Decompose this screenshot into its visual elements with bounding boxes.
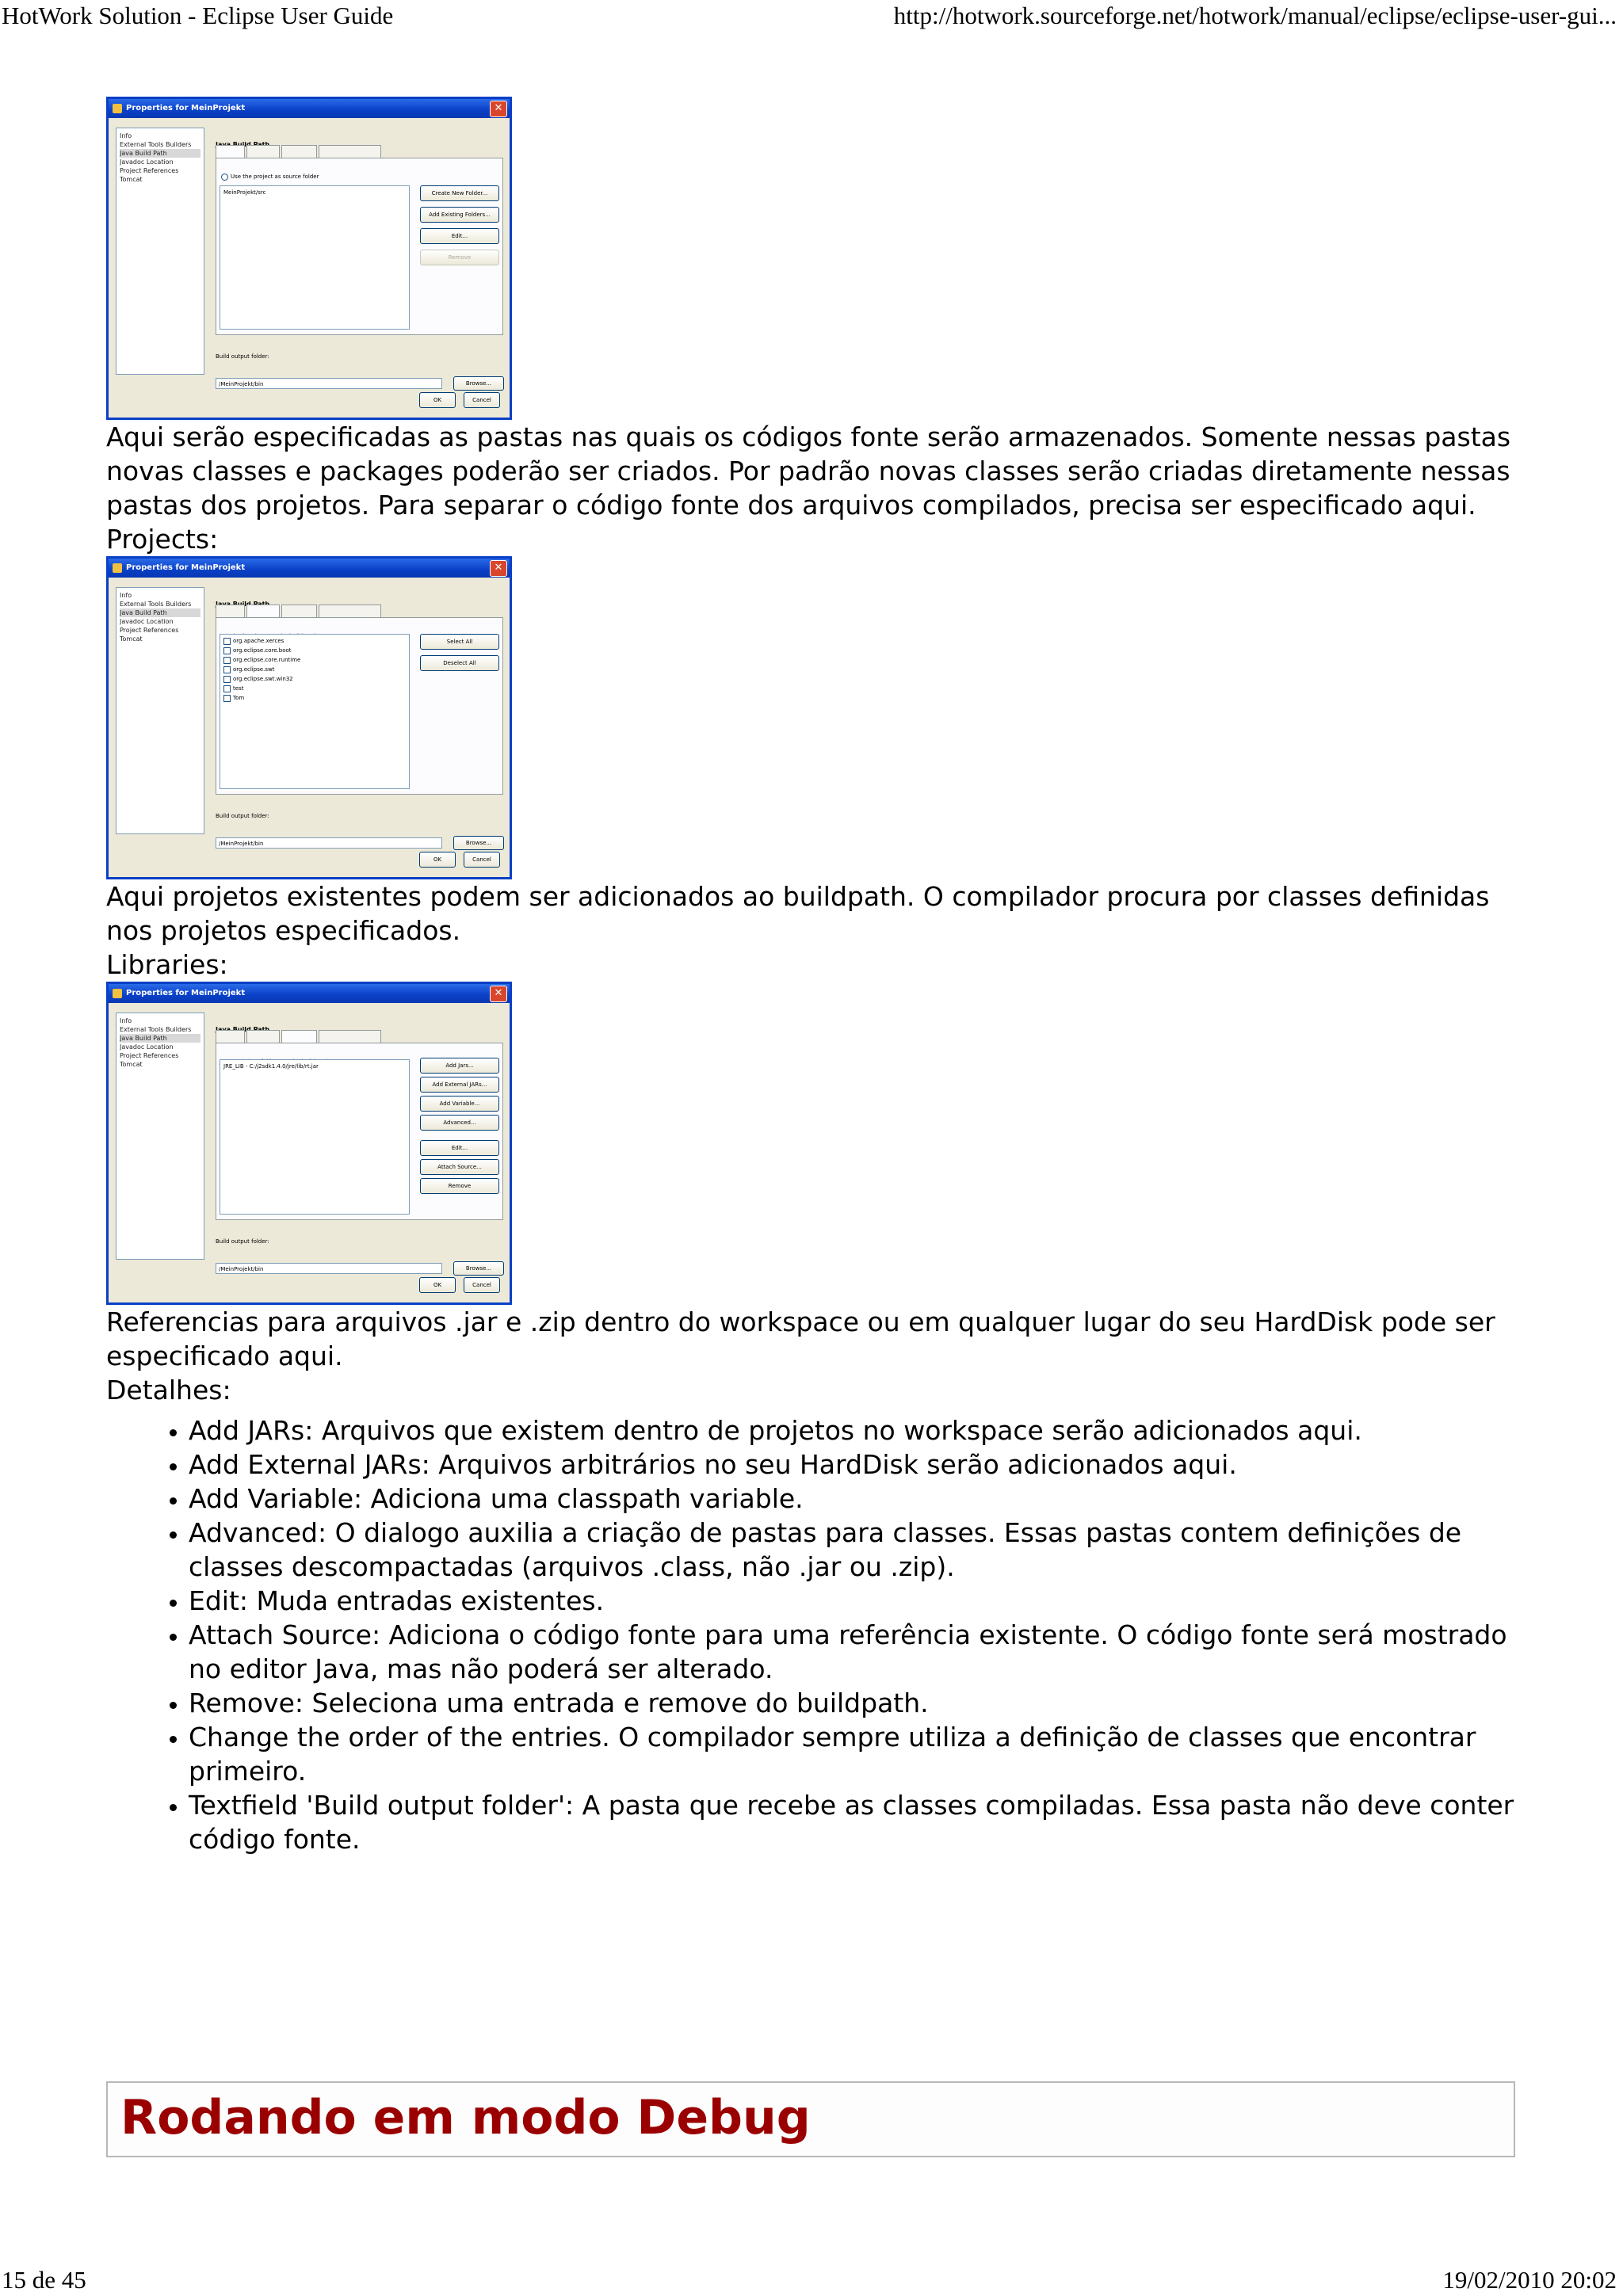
dialog-heading bbox=[216, 128, 503, 139]
source-description: Aqui serão especificadas as pastas nas quais os códigos fonte serão armazenados. Somente nessas pastas novas classes e packages poderão ser criados. Por padrão novas classes serão criadas diretamente nessas pastas dos projetos. Para separar o código fonte dos arquivos compilados, precisa ser especificado aqui. bbox=[106, 421, 1511, 521]
select-all-button: Select All bbox=[420, 634, 499, 650]
libraries-description: Referencias para arquivos .jar e .zip dentro do workspace ou em qualquer lugar do seu HardDisk pode ser especificado aqui. bbox=[106, 1306, 1495, 1371]
list-item: • Advanced: O dialogo auxilia a criação de pastas para classes. Essas pastas contem definições de classes descompactadas (arquivos .class, não .jar ou .zip). bbox=[189, 1516, 1517, 1584]
list-item: JRE_LIB - C:/j2sdk1.4.0/jre/lib/rt.jar bbox=[223, 1063, 319, 1070]
tree-item: Javadoc Location bbox=[120, 158, 174, 166]
tree-item: Java Build Path bbox=[120, 1034, 200, 1043]
tab-libraries bbox=[281, 145, 317, 158]
tree-item: Java Build Path bbox=[120, 149, 200, 158]
advanced-button: Advanced... bbox=[420, 1115, 499, 1131]
dialog-title: Properties for MeinProjekt bbox=[126, 104, 246, 113]
tab-order-export bbox=[319, 605, 381, 617]
tree-item: Info bbox=[120, 592, 132, 599]
list-item: org.eclipse.swt bbox=[223, 665, 406, 674]
tab-panel bbox=[216, 158, 503, 335]
tree-item: Java Build Path bbox=[120, 608, 200, 617]
tree-item: Project References bbox=[120, 1052, 179, 1059]
tab-source bbox=[216, 145, 245, 158]
list-item: • Add JARs: Arquivos que existem dentro de projetos no workspace serão adicionados aqui. bbox=[189, 1413, 1517, 1447]
print-footer bbox=[0, 2264, 1623, 2296]
close-icon: ✕ bbox=[490, 560, 507, 577]
add-variable-button: Add Variable... bbox=[420, 1096, 499, 1112]
section-heading-box bbox=[106, 2081, 1515, 2157]
tree-item: External Tools Builders bbox=[120, 141, 192, 148]
projects-label: Projects: bbox=[106, 524, 219, 555]
tree-item: Project References bbox=[120, 167, 179, 174]
eclipse-icon bbox=[113, 563, 122, 573]
deselect-all-button: Deselect All bbox=[420, 655, 499, 671]
list-item: Tom bbox=[223, 693, 406, 703]
details-list bbox=[106, 1413, 1517, 1856]
tree-item: Info bbox=[120, 132, 132, 139]
screenshot-source-tab bbox=[106, 97, 512, 420]
dialog-titlebar bbox=[109, 559, 510, 578]
list-item: org.apache.xerces bbox=[223, 636, 406, 646]
eclipse-icon bbox=[113, 989, 122, 998]
source-folder-list bbox=[220, 185, 410, 330]
property-tree bbox=[116, 1013, 204, 1260]
projects-description: Aqui projetos existentes podem ser adicionados ao buildpath. O compilador procura por classes definidas nos projetos especificados. bbox=[106, 881, 1490, 946]
list-item: • Edit: Muda entradas existentes. bbox=[189, 1584, 1517, 1618]
list-item: org.eclipse.core.runtime bbox=[223, 655, 406, 665]
list-item: • Attach Source: Adiciona o código fonte para uma referência existente. O código fonte será mostrado no editor Java, mas não poderá ser alterado. bbox=[189, 1618, 1517, 1686]
print-timestamp: 19/02/2010 20:02 bbox=[1442, 2266, 1617, 2294]
property-tree bbox=[116, 587, 204, 834]
page-number: 15 de 45 bbox=[2, 2266, 86, 2294]
tree-item: Tomcat bbox=[120, 1061, 143, 1068]
tree-item: Info bbox=[120, 1017, 132, 1024]
list-item: test bbox=[223, 684, 406, 693]
tab-projects bbox=[246, 145, 280, 158]
add-external-jars-button: Add External JARs... bbox=[420, 1077, 499, 1093]
output-folder-field: /MeinProjekt/bin bbox=[216, 837, 442, 849]
dialog-title: Properties for MeinProjekt bbox=[126, 989, 246, 997]
edit-button: Edit... bbox=[420, 228, 499, 244]
list-item: • Textfield 'Build output folder': A pasta que recebe as classes compiladas. Essa pasta não deve conter código fonte. bbox=[189, 1788, 1517, 1856]
section-title: Rodando em modo Debug bbox=[120, 2090, 811, 2145]
tree-item: Project References bbox=[120, 627, 179, 634]
property-tree bbox=[116, 128, 204, 375]
tab-bar bbox=[216, 1030, 503, 1043]
tab-source bbox=[216, 1030, 245, 1043]
libraries-list bbox=[220, 1059, 410, 1215]
print-header bbox=[0, 0, 1623, 32]
browse-button: Browse... bbox=[453, 1261, 504, 1276]
list-item: org.eclipse.swt.win32 bbox=[223, 674, 406, 684]
list-item: • Add External JARs: Arquivos arbitrários no seu HardDisk serão adicionados aqui. bbox=[189, 1447, 1517, 1482]
browse-button: Browse... bbox=[453, 376, 504, 391]
attach-source-button: Attach Source... bbox=[420, 1159, 499, 1175]
tree-item: Javadoc Location bbox=[120, 618, 174, 625]
tree-item: External Tools Builders bbox=[120, 1026, 192, 1033]
print-header-url: http://hotwork.sourceforge.net/hotwork/manual/eclipse/eclipse-user-gui... bbox=[893, 2, 1617, 29]
ok-button: OK bbox=[419, 852, 456, 868]
dialog-title: Properties for MeinProjekt bbox=[126, 563, 246, 572]
close-icon: ✕ bbox=[490, 101, 507, 117]
tree-item: Tomcat bbox=[120, 176, 143, 183]
radio-project-folder: Use the project as source folder bbox=[216, 158, 502, 196]
tab-order-export bbox=[319, 145, 381, 158]
page-content bbox=[106, 97, 1517, 1856]
tab-projects bbox=[246, 605, 280, 617]
list-item: • Change the order of the entries. O compilador sempre utiliza a definição de classes que encontrar primeiro. bbox=[189, 1720, 1517, 1788]
cancel-button: Cancel bbox=[464, 852, 500, 868]
eclipse-icon bbox=[113, 104, 122, 113]
dialog-titlebar bbox=[109, 99, 510, 118]
tree-item: Javadoc Location bbox=[120, 1043, 174, 1051]
tab-projects bbox=[246, 1030, 280, 1043]
output-folder-label: Build output folder: bbox=[216, 353, 269, 360]
dialog-titlebar bbox=[109, 984, 510, 1003]
add-jars-button: Add Jars... bbox=[420, 1058, 499, 1074]
browse-button: Browse... bbox=[453, 836, 504, 850]
screenshot-libraries-tab bbox=[106, 982, 512, 1305]
list-item: • Remove: Seleciona uma entrada e remove do buildpath. bbox=[189, 1686, 1517, 1720]
tab-bar bbox=[216, 605, 503, 617]
ok-button: OK bbox=[419, 392, 456, 408]
list-item: • Add Variable: Adiciona uma classpath variable. bbox=[189, 1482, 1517, 1516]
tab-libraries bbox=[281, 605, 317, 617]
output-folder-field: /MeinProjekt/bin bbox=[216, 1263, 442, 1274]
close-icon: ✕ bbox=[490, 986, 507, 1002]
cancel-button: Cancel bbox=[464, 1277, 500, 1293]
cancel-button: Cancel bbox=[464, 392, 500, 408]
output-folder-label: Build output folder: bbox=[216, 813, 269, 819]
output-folder-field: /MeinProjekt/bin bbox=[216, 378, 442, 389]
libraries-label: Libraries: bbox=[106, 949, 228, 980]
tab-bar bbox=[216, 145, 503, 158]
add-folders-button: Add Existing Folders... bbox=[420, 207, 499, 223]
create-folder-button: Create New Folder... bbox=[420, 185, 499, 201]
screenshot-projects-tab bbox=[106, 556, 512, 879]
ok-button: OK bbox=[419, 1277, 456, 1293]
remove-button: Remove bbox=[420, 1178, 499, 1194]
details-label: Detalhes: bbox=[106, 1375, 231, 1405]
print-header-title: HotWork Solution - Eclipse User Guide bbox=[2, 2, 394, 29]
list-item: MeinProjekt/src bbox=[223, 189, 266, 196]
output-folder-label: Build output folder: bbox=[216, 1238, 269, 1245]
tree-item: External Tools Builders bbox=[120, 601, 192, 608]
tab-source bbox=[216, 605, 245, 617]
tab-panel bbox=[216, 1043, 503, 1220]
tree-item: Tomcat bbox=[120, 635, 143, 643]
remove-button: Remove bbox=[420, 250, 499, 265]
dialog-heading bbox=[216, 1013, 503, 1024]
edit-button: Edit... bbox=[420, 1140, 499, 1156]
projects-list bbox=[220, 634, 410, 789]
dialog-heading bbox=[216, 587, 503, 598]
list-item: org.eclipse.core.boot bbox=[223, 646, 406, 655]
tab-panel bbox=[216, 617, 503, 795]
tab-order-export bbox=[319, 1030, 381, 1043]
tab-libraries bbox=[281, 1030, 317, 1043]
